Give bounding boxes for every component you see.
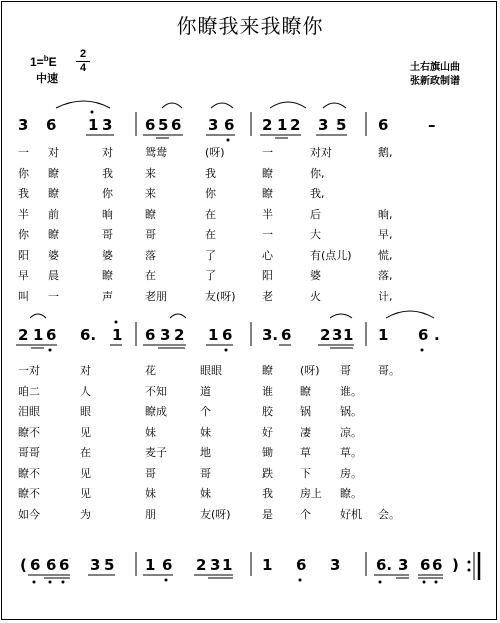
note: 5 [158,116,169,134]
note: 3 [208,116,219,134]
lyric-syllable: 瞭 [48,166,59,180]
lyric-syllable: 婆 [102,248,113,262]
lyric-syllable: 哥哥 [18,446,40,459]
note: 6 [145,326,156,344]
lyric-syllable: 心 [262,248,273,262]
lyric-syllable: 一 [262,228,273,241]
lyric-syllable: 瞭不 [18,466,40,480]
note: 6 [46,556,57,574]
note: 6 [432,556,443,574]
lyric-syllable: 一 [262,146,273,159]
lyric-syllable: 瞭不 [18,425,40,439]
lyric-syllable: 瞭 [145,207,156,221]
lyric-syllable: 哥 [102,228,113,241]
note: . [434,326,440,344]
lyric-syllable: 咱二 [18,384,40,398]
lyric-syllable: 为 [80,507,91,521]
lyric-syllable: 眼眼 [200,364,222,377]
note: 6 [145,116,156,134]
lyric-syllable: 半 [18,207,29,221]
lyric-syllable: 妹 [200,487,211,500]
lyric-syllable: 花 [145,364,156,377]
note: 3 [18,116,29,134]
lyric-syllable: 妹 [145,425,156,439]
lyric-syllable: 早 [18,269,29,282]
note: 6 [281,326,292,344]
lyric-syllable: 见 [80,466,91,480]
lyric-syllable: 晌, [378,207,393,221]
lyric-syllable: 叫 [18,289,29,303]
note: 6 [224,116,235,134]
note: 1 [343,326,354,344]
note: 1 [112,326,123,344]
lyric-syllable: 我 [205,166,216,180]
note: 2 [320,326,331,344]
note: 6. [376,556,393,574]
note: 2 [290,116,301,134]
lyric-syllable: 计, [378,289,393,303]
lyric-syllable: 凉。 [340,425,362,439]
lyric-syllable: 来 [145,166,156,180]
key-label: 1= [30,55,44,69]
note: 2 [196,556,207,574]
note: 6 [378,116,389,134]
lyric-syllable: 后 [310,207,321,221]
lyric-syllable: 泪眼 [18,405,40,418]
note: 2 [174,326,185,344]
lyric-syllable: 你 [18,166,29,180]
note: 1 [33,326,44,344]
note: 5 [104,556,115,574]
lyric-syllable: 对 [48,146,59,159]
lyric-syllable: 我 [18,187,29,200]
lyric-syllable: 哥。 [378,364,400,377]
lyric-syllable: 在 [145,269,156,282]
lyric-syllable: 了 [205,269,216,282]
lyric-syllable: 眼 [80,405,91,418]
note: 6 [171,116,182,134]
system-1-notes [18,116,436,134]
lyric-syllable: 哥 [340,364,351,377]
lyric-syllable: 半 [262,207,273,221]
lyric-syllable: 是 [262,507,273,521]
note: ( [20,556,27,574]
lyric-syllable: 谁 [262,384,273,398]
lyric-syllable: 人 [80,384,91,398]
lyric-syllable: 对对 [310,146,332,159]
lyric-syllable: 婆 [48,248,59,262]
lyric-syllable: 见 [80,487,91,500]
lyric-syllable: 婆 [310,269,321,282]
lyric-syllable: 瞭成 [145,405,167,418]
flat-sign: b [43,54,49,63]
time-signature-top: 2 [79,48,87,60]
note: 1 [262,556,273,574]
lyric-syllable: 哥 [145,228,156,241]
lyric-syllable: 锅。 [340,405,362,418]
lyric-syllable: 房。 [340,466,362,480]
lyric-syllable: 瞭 [300,384,311,398]
lyric-syllable: 如今 [18,507,40,521]
lyric-syllable: 个 [300,507,311,521]
lyric-syllable: (呀) [300,364,320,377]
lyric-syllable: 草 [300,446,311,459]
lyric-syllable: 锄 [262,446,273,459]
lyric-syllable: 早, [378,228,393,241]
note: 3 [90,556,101,574]
note: 3 [102,116,113,134]
lyric-syllable: 鸳鸯 [145,146,167,159]
note: 2 [18,326,29,344]
lyric-syllable: 瞭 [262,187,273,200]
lyric-syllable: 不知 [145,384,167,398]
lyric-syllable: 我 [102,166,113,180]
lyric-syllable: 一 [18,146,29,159]
lyric-syllable: 在 [205,207,216,221]
lyric-syllable: 阳 [262,269,273,282]
lyric-syllable: 麦子 [145,446,167,459]
lyric-syllable: 大 [310,228,321,241]
note: 1 [222,556,233,574]
lyric-syllable: 落, [378,269,393,282]
note: 5 [336,116,347,134]
lyric-syllable: 我, [310,187,325,200]
lyric-syllable: 妹 [200,425,211,439]
note: 6 [30,556,41,574]
lyric-syllable: 瞭不 [18,487,40,500]
lyric-syllable: 好 [262,425,273,439]
lyric-syllable: 见 [80,425,91,439]
note: 3. [262,326,279,344]
lyric-syllable: 友(呀) [200,507,231,521]
note: 6 [296,556,307,574]
lyric-syllable: 友(呀) [205,289,236,303]
lyric-syllable: 地 [200,446,211,459]
note: 6 [46,326,57,344]
note: 6 [418,326,429,344]
note: 6 [59,556,70,574]
lyric-syllable: 瞭 [102,269,113,282]
lyric-syllable: 一 [48,289,59,303]
key-note: E [48,55,57,69]
note: 6 [222,326,233,344]
lyric-syllable: 道 [200,384,211,398]
lyric-syllable: 了 [205,248,216,262]
note: 3 [332,326,343,344]
composer-credit: 土右旗山曲 [410,62,460,73]
lyric-syllable: 你 [205,187,216,200]
lyric-syllable: 会。 [378,507,400,521]
note: 6. [80,326,97,344]
lyric-syllable: 你 [102,187,113,200]
note: – [428,116,436,134]
note: 1 [378,326,389,344]
lyric-syllable: 哥 [200,466,211,480]
lyric-syllable: 在 [80,446,91,459]
note: 6 [162,556,173,574]
lyric-syllable: 有(点儿) [310,248,352,262]
lyric-syllable: 个 [200,405,211,418]
note: 1 [208,326,219,344]
note: 1 [277,116,288,134]
lyric-syllable: 我 [262,487,273,500]
note: 3 [318,116,329,134]
note: 2 [262,116,273,134]
lyric-syllable: 声 [102,289,113,303]
note: 3 [160,326,171,344]
note: 6 [420,556,431,574]
lyric-syllable: 对 [80,364,91,377]
note: 1 [145,556,156,574]
lyric-syllable: 老 [262,289,273,303]
lyric-syllable: 火 [310,289,321,303]
system-2-notes [18,326,440,344]
arranger-credit: 张新政制谱 [410,76,460,87]
note: 3 [330,556,341,574]
system-2-dots [49,321,424,352]
lyric-syllable: 下 [300,466,311,480]
lyric-syllable: 老朋 [145,289,167,303]
lyric-syllable: 晨 [48,269,59,282]
lyric-syllable: 在 [205,228,216,241]
lyric-syllable: 阳 [18,248,29,262]
lyric-syllable: 慌, [378,248,393,262]
lyric-syllable: 瞭 [262,166,273,180]
lyric-syllable: 你 [18,228,29,241]
lyric-syllable: 草。 [340,446,362,459]
lyric-syllable: 晌 [102,207,113,221]
lyric-syllable: 瞭 [48,228,59,241]
note: 3 [210,556,221,574]
lyric-syllable: 对 [102,146,113,159]
lyric-syllable: 一对 [18,364,40,377]
lyric-syllable: 鹅, [378,146,393,159]
lyric-syllable: 来 [145,187,156,200]
time-signature-bottom: 4 [79,62,87,74]
tempo-marking: 中速 [36,72,58,85]
lyric-syllable: 落 [145,248,156,262]
lyric-syllable: 跌 [262,466,273,480]
lyric-syllable: 朋 [145,507,156,521]
lyric-syllable: 瞭。 [340,487,362,500]
lyric-syllable: 房上 [300,487,322,500]
lyric-syllable: 前 [48,207,59,221]
lyric-syllable: 哥 [145,466,156,480]
song-title: 你瞭我来我瞭你 [176,14,324,38]
lyric-syllable: 瞭 [48,187,59,200]
lyric-syllable: 胶 [262,405,273,418]
note: 6 [46,116,57,134]
lyric-syllable: 瞭 [262,364,273,377]
lyric-syllable: 谁。 [340,384,362,398]
lyric-syllable: 凄 [300,425,311,439]
system-3-notes [20,556,459,574]
note: ) [452,556,459,574]
lyric-syllable: 锅 [300,405,311,418]
lyric-syllable: 妹 [145,487,156,500]
lyric-syllable: (呀) [205,146,225,159]
lyric-syllable: 你, [310,166,325,180]
note: 3 [398,556,409,574]
note: 1 [88,116,99,134]
lyric-syllable: 好机 [340,507,362,521]
